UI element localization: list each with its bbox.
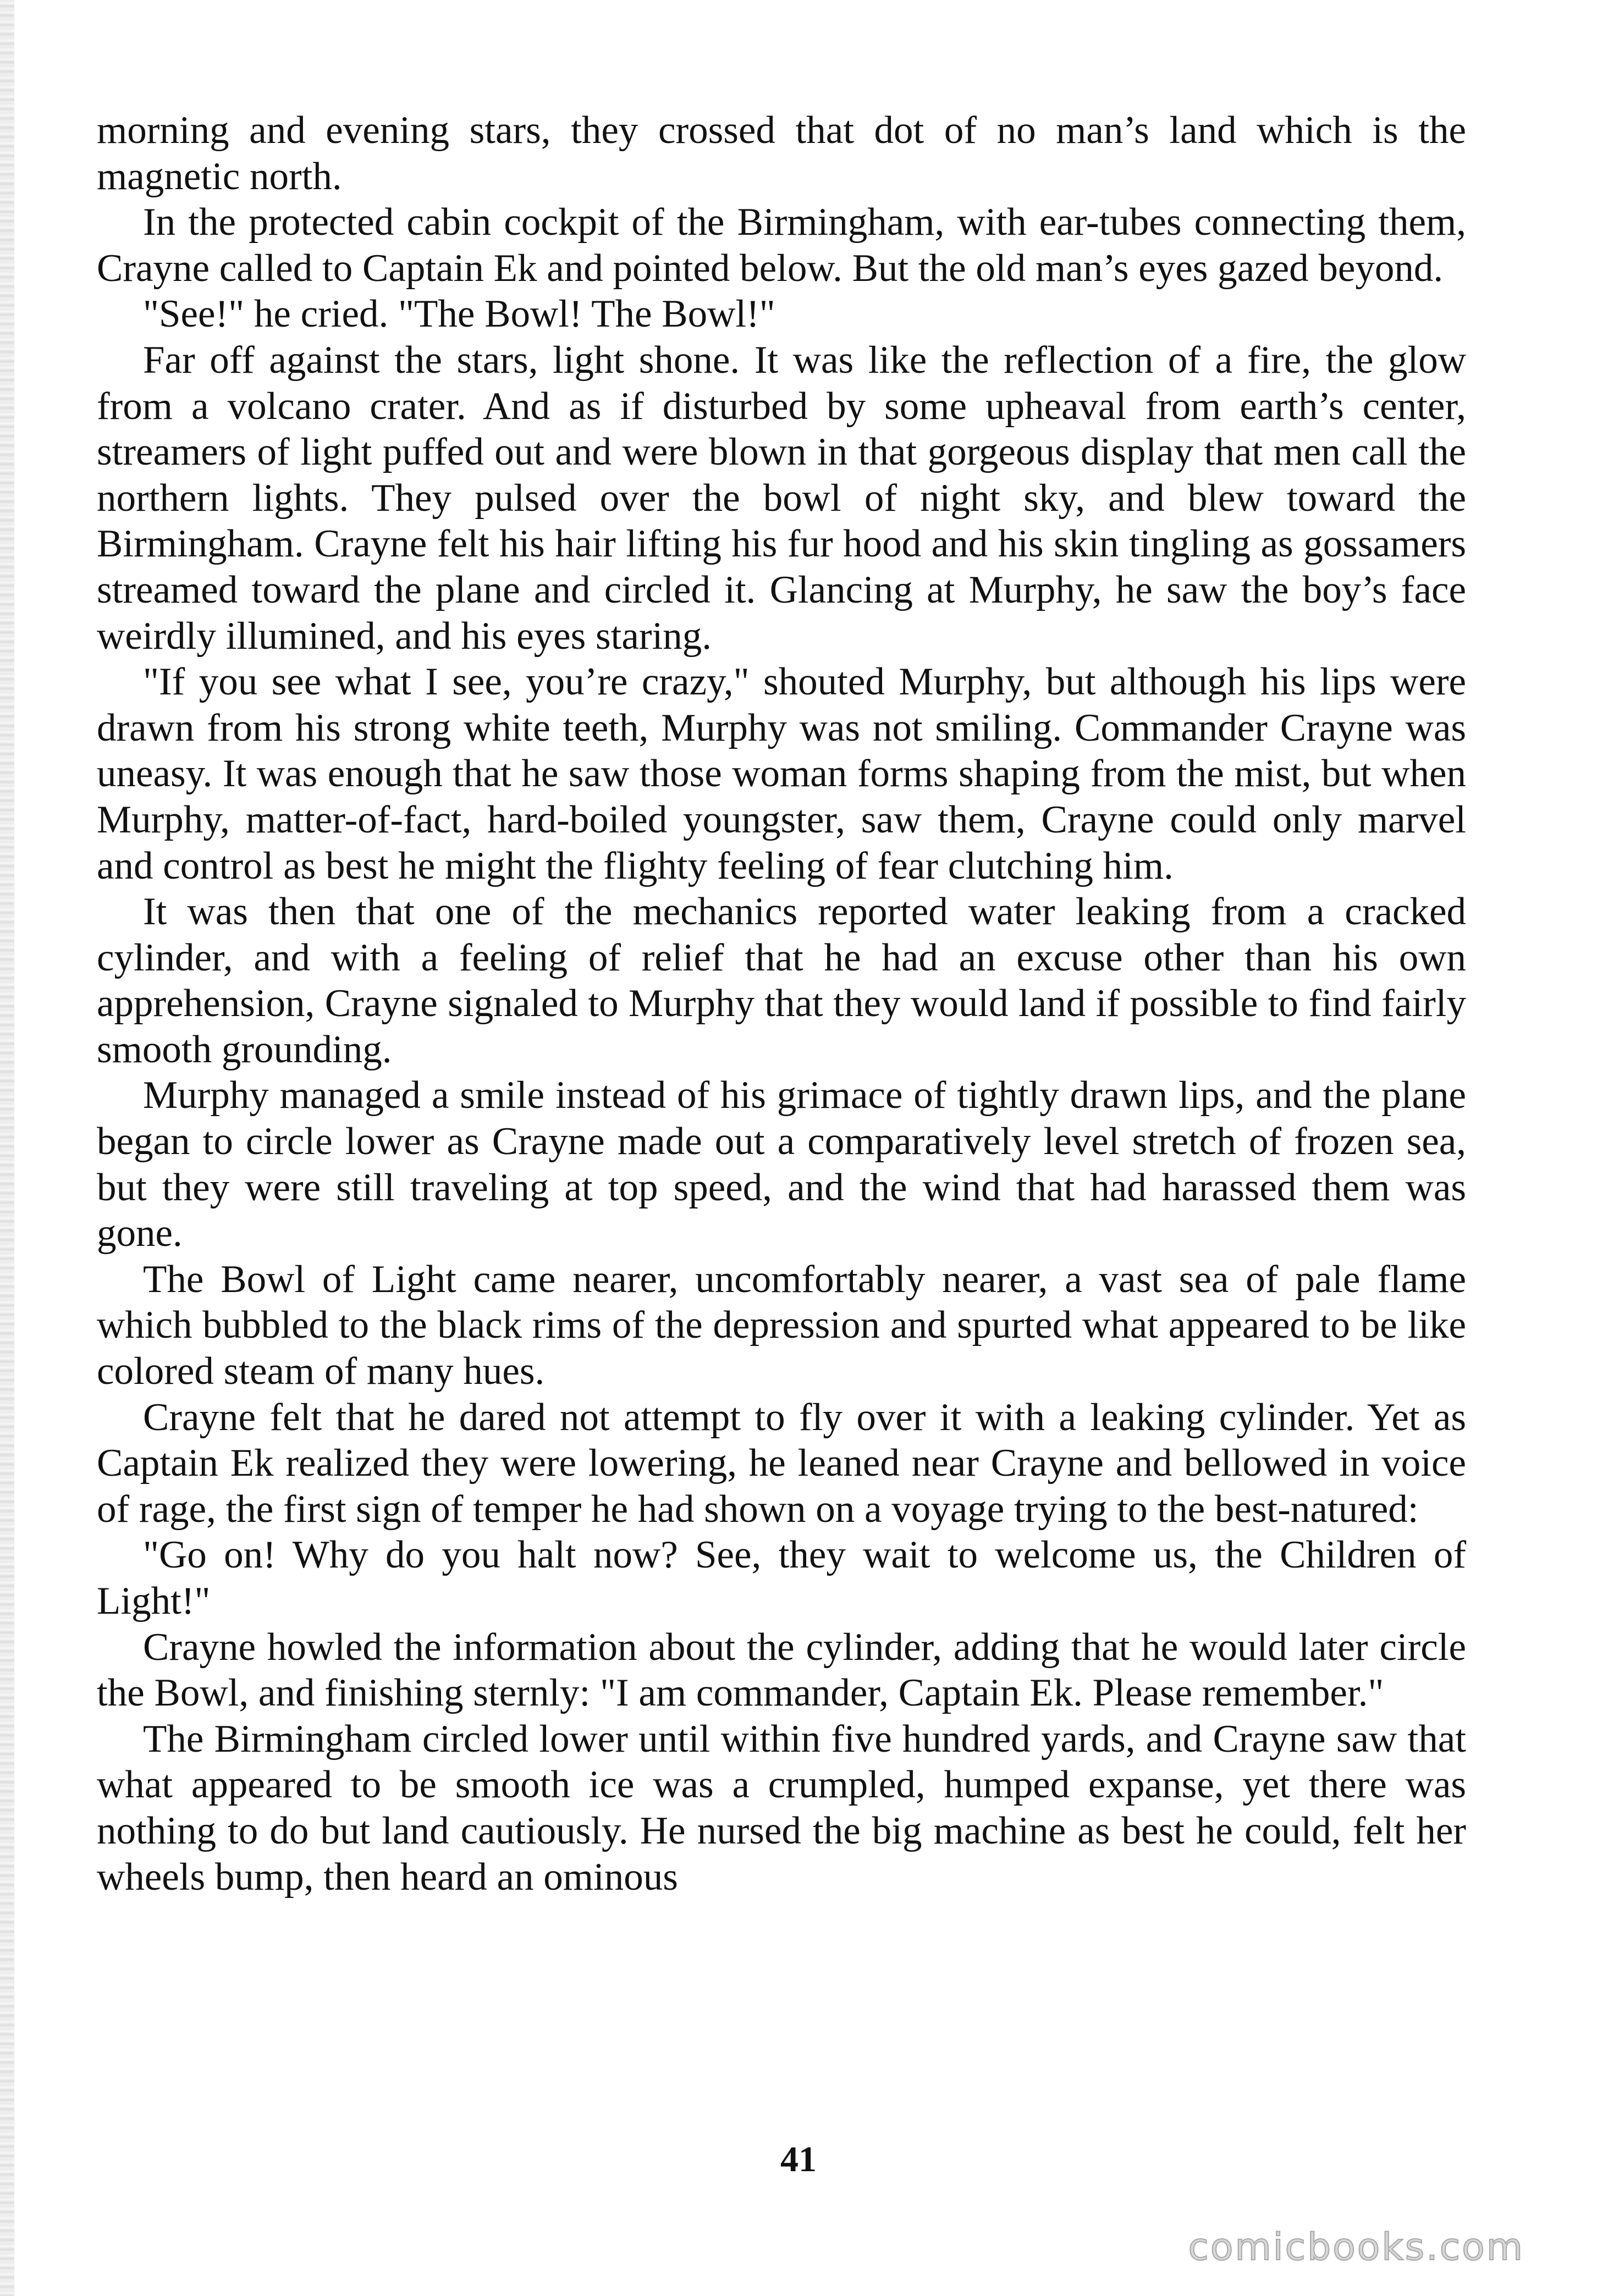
paragraph: "Go on! Why do you halt now? See, they wait to welcome us, the Children of Light!" [97,1533,1466,1622]
paragraph: The Bowl of Light came nearer, uncomfortably nearer, a vast sea of pale flame which bubbled to the black rims of the depression and spurted what appeared to be like colored steam of many hues. [97,1257,1466,1393]
paragraph: It was then that one of the mechanics reported water leaking from a cracked cylinder, and with a feeling of relief that he had an excuse other than his own apprehension, Crayne signaled to Murphy that they would land if possible to find fairly smooth grounding. [97,890,1466,1071]
page-number: 41 [780,2139,817,2179]
scan-edge-shadow [0,0,14,2296]
paragraph: Crayne felt that he dared not attempt to fly over it with a leaking cylinder. Yet as Captain Ek realized they were lowering, he leaned near Crayne and bellowed in voice of rage, the first sign of temper he had shown on a voyage trying to the best-natured: [97,1395,1466,1531]
paragraph: "If you see what I see, you’re crazy," shouted Murphy, but although his lips were drawn from his strong white teeth, Murphy was not smiling. Commander Crayne was uneasy. It was enough that he saw those woman forms shaping from the mist, but when Murphy, matter-of-fact, hard-boiled youngster, saw them, Crayne could only marvel and control as best he might the flighty feeling of fear clutching him. [97,660,1466,887]
paragraph: morning and evening stars, they crossed that dot of no man’s land which is the magnetic north. [97,109,1466,198]
body-text [97,108,1466,1900]
paragraph: Crayne howled the information about the cylinder, adding that he would later circle the Bowl, and finishing sternly: "I am commander, Captain Ek. Please remember." [97,1625,1466,1715]
watermark: comicbooks.com [1188,2226,1524,2269]
paragraph: The Birmingham circled lower until within five hundred yards, and Crayne saw that what appeared to be smooth ice was a crumpled, humped expanse, yet there was nothing to do but land cautiously. He nursed the big machine as best he could, felt her wheels bump, then heard an ominous [97,1717,1466,1898]
paragraph: Murphy managed a smile instead of his grimace of tightly drawn lips, and the plane began to circle lower as Crayne made out a comparatively level stretch of frozen sea, but they were still traveling at top speed, and the wind that had harassed them was gone. [97,1074,1466,1255]
paragraph: In the protected cabin cockpit of the Birmingham, with ear-tubes connecting them, Crayne called to Captain Ek and pointed below. But the old man’s eyes gazed beyond. [97,201,1466,290]
paragraph: "See!" he cried. "The Bowl! The Bowl!" [143,292,775,336]
paragraph: Far off against the stars, light shone. It was like the reflection of a fire, the glow from a volcano crater. And as if disturbed by some upheaval from earth’s center, streamers of light puffed out and were blown in that gorgeous display that men call the northern lights. They pulsed over the bowl of night sky, and blew toward the Birmingham. Crayne felt his hair lifting his fur hood and his skin tingling as gossamers streamed toward the plane and circled it. Glancing at Murphy, he saw the boy’s face weirdly illumined, and his eyes staring. [97,338,1466,658]
